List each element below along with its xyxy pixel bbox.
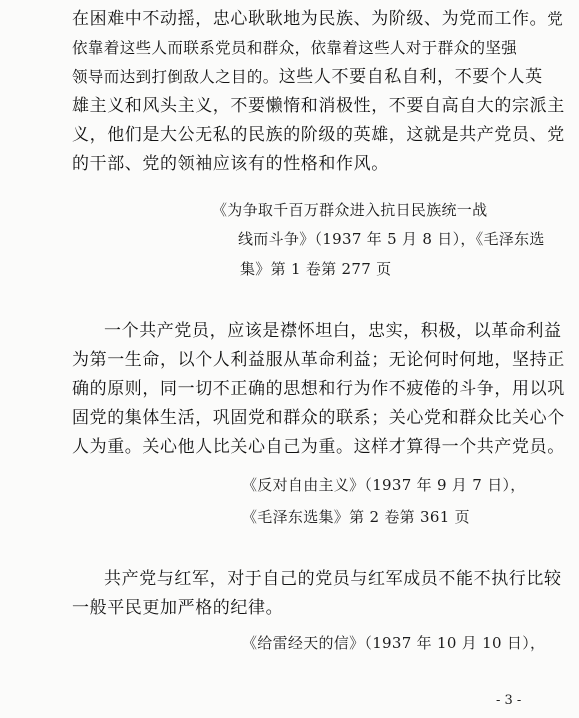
text-segment: 领导而达到打倒敌人之目的。 (72, 68, 279, 86)
paragraph-line: 一个共产党员，应该是襟怀坦白，忠实，积极，以革命利益 (104, 321, 562, 341)
text-segment: 这些人不要自私自利，不要个人英 (278, 67, 543, 87)
paragraph-line (72, 8, 563, 30)
text-segment: 党 (547, 10, 564, 28)
citation-line: 《反对自由主义》（1937 年 9 月 7 日）， (242, 476, 526, 494)
paragraph-line: 义，他们是大公无私的民族的阶级的英雄，这就是共产党员、党 (72, 125, 565, 145)
citation-line: 《毛泽东选集》第 2 卷第 361 页 (242, 508, 470, 526)
citation-line: 集》第 1 卷第 277 页 (240, 260, 392, 278)
text-segment: 在困难中不动摇，忠心耿耿地为民族、为阶级、为党而工作。 (72, 9, 548, 29)
paragraph-line: 为第一生命，以个人利益服从革命利益；无论何时何地，坚持正 (72, 350, 565, 370)
paragraph-line: 确的原则，同一切不正确的思想和行为作不疲倦的斗争，用以巩 (72, 379, 565, 399)
citation-line: 《为争取千百万群众进入抗日民族统一战 (212, 201, 488, 219)
paragraph-line: 的干部、党的领袖应该有的性格和作风。 (72, 154, 389, 174)
paragraph-line (72, 66, 543, 88)
paragraph-line: 一般平民更加严格的纪律。 (72, 598, 284, 618)
citation-line: 《给雷经天的信》（1937 年 10 月 10 日）， (242, 634, 546, 652)
paragraph-line: 固党的集体生活，巩固党和群众的联系；关心党和群众比关心个 (72, 408, 565, 428)
paragraph-line: 人为重。关心他人比关心自己为重。这样才算得一个共产党员。 (72, 437, 565, 457)
citation-line: 线而斗争》（1937 年 5 月 8 日），《毛泽东选 (238, 230, 545, 248)
paragraph-line: 共产党与红军，对于自己的党员与红军成员不能不执行比较 (104, 569, 562, 589)
page-number: - 3 - (496, 693, 522, 708)
paragraph-line: 依靠着这些人而联系党员和群众，依靠着这些人对于群众的坚强 (72, 39, 518, 57)
paragraph-line: 雄主义和风头主义，不要懒惰和消极性，不要自高自大的宗派主 (72, 96, 565, 116)
